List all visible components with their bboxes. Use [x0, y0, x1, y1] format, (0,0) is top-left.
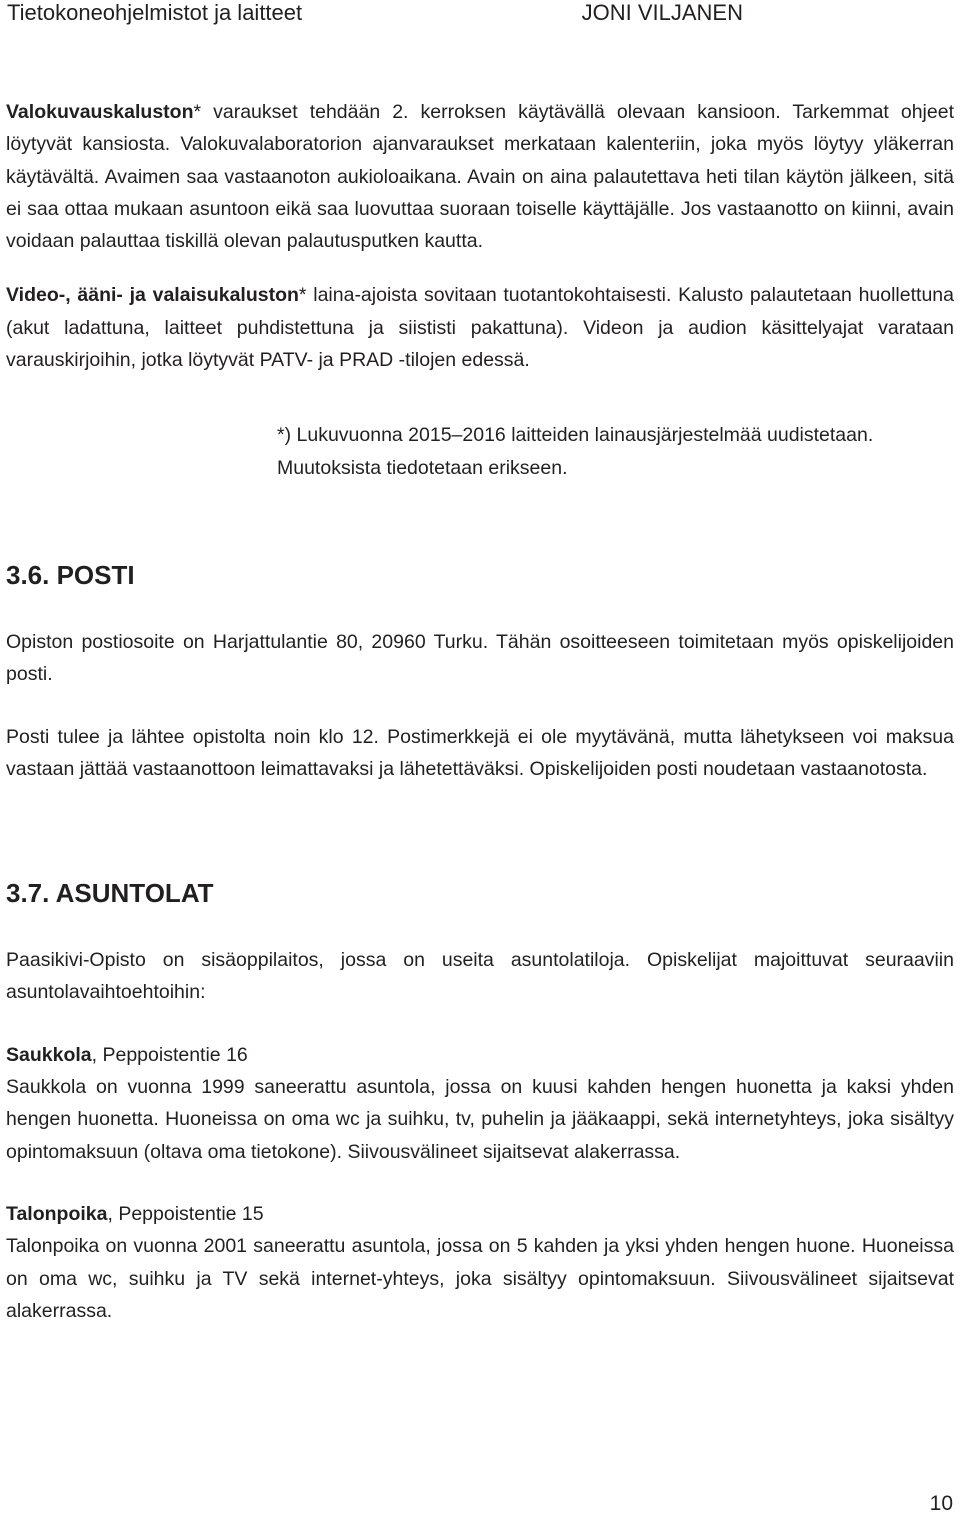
talonpoika-description: Talonpoika on vuonna 2001 saneerattu asuntola, jossa on 5 kahden ja yksi yhden hengen huone. Huoneissa on oma wc, suihku ja TV sekä internet-yhteys, joka sisältyy opintomaksuun. Siivousvälineet sijaitsevat alakerrassa.	[6, 1235, 954, 1322]
page-number: 10	[929, 1492, 953, 1515]
photo-equipment-paragraph	[6, 96, 954, 257]
photo-equipment-term: Valokuvauskaluston	[6, 101, 194, 123]
section-heading-posti: 3.6. POSTI	[6, 559, 135, 590]
footnote: *) Lukuvuonna 2015–2016 laitteiden lainausjärjestelmää uudistetaan. Muutoksista tiedotetaan erikseen.	[277, 424, 874, 479]
asuntolat-intro: Paasikivi-Opisto on sisäoppilaitos, jossa on useita asuntolatiloja. Opiskelijat majoittuvat seuraaviin asuntolavaihtoehtoihin:	[6, 949, 954, 1004]
talonpoika-title	[6, 1198, 954, 1230]
video-equipment-text: * laina-ajoista sovitaan tuotantokohtaisesti. Kalusto palautetaan huollettuna (akut ladattuna, laitteet puhdistettuna ja siististi pakattuna). Videon ja audion käsittelyajat varataan varauskirjoihin, jotka löytyvät PATV- ja PRAD -tilojen edessä.	[6, 284, 954, 372]
page-header	[0, 0, 960, 30]
saukkola-title	[6, 1039, 954, 1071]
posti-paragraph-2: Posti tulee ja lähtee opistolta noin klo 12. Postimerkkejä ei ole myytävänä, mutta lähetykseen voi maksua vastaan jättää vastaanottoon leimattavaksi ja lähetettäväksi. Opiskelijoiden posti noudetaan vastaanotosta.	[6, 725, 954, 780]
saukkola-address: , Peppoistentie 16	[91, 1043, 248, 1066]
video-equipment-paragraph	[6, 279, 954, 376]
video-equipment-term: Video-, ääni- ja valaisukaluston	[6, 284, 299, 307]
posti-paragraph-1: Opiston postiosoite on Harjattulantie 80, 20960 Turku. Tähän osoitteeseen toimitetaan myös opiskelijoiden posti.	[6, 630, 954, 686]
talonpoika-name: Talonpoika	[6, 1202, 108, 1225]
talonpoika-address: , Peppoistentie 15	[107, 1202, 264, 1225]
header-author: JONI VILJANEN	[581, 0, 743, 25]
header-document-title: Tietokoneohjelmistot ja laitteet	[7, 0, 303, 25]
saukkola-name: Saukkola	[6, 1043, 92, 1066]
photo-equipment-text: * varaukset tehdään 2. kerroksen käytävällä olevaan kansioon. Tarkemmat ohjeet löytyvät kansiosta. Valokuvalaboratorion ajanvaraukset merkataan kalenteriin, joka myös löytyy yläkerran käytävältä. Avaimen saa vastaanoton aukioloaikana. Avain on aina palautettava heti tilan käytön jälkeen, sitä ei saa ottaa mukaan asuntoon eikä saa luovuttaa suoraan toiselle käyttäjälle. Jos vastaanotto on kiinni, avain voidaan palauttaa tiskillä olevan palautusputken kautta.	[6, 101, 954, 253]
section-heading-asuntolat: 3.7. ASUNTOLAT	[6, 878, 214, 909]
saukkola-description: Saukkola on vuonna 1999 saneerattu asuntola, jossa on kuusi kahden hengen huonetta ja kaksi yhden hengen huonetta. Huoneissa on oma wc ja suihku, tv, puhelin ja jääkaappi, sekä internetyhteys, joka sisältyy opintomaksuun (oltava oma tietokone). Siivousvälineet sijaitsevat alakerrassa.	[6, 1076, 954, 1163]
page-content	[6, 96, 954, 1327]
